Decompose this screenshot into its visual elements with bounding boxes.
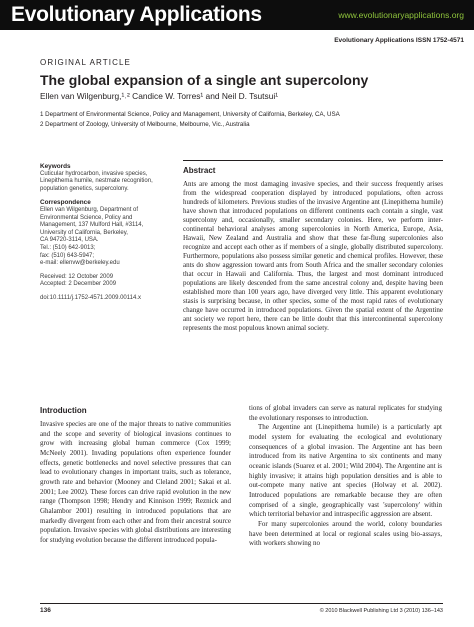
correspondence-line: University of California, Berkeley, [40,229,128,236]
body-paragraph: Invasive species are one of the major threats to native communities and the scope and severity of biological invasions continues to grow with increasing global human commerce (Cox 1999; McNeely 2001). Invading populations often experience founder effects, genetic bottlenecks and novel selective pressures that can lead to evolutionary changes in important traits, such as tolerance, growth rate and behavior (Mooney and Cleland 2001; Sakai et al. 2001; Lee 2002). These forces can drive rapid evolution in the new range (Thompson 1998; Hendry and Kinnison 1999; Reznick and Ghalambor 2001) resulting in introduced populations that are markedly divergent from each other and from their ancestral source population. Invasive species with global distributions are interesting for studying evolution because the different introduced popula- [40,420,231,544]
journal-issn: Evolutionary Applications ISSN 1752-4571 [334,37,464,44]
accepted-date: Accepted: 2 December 2009 [40,281,117,288]
journal-banner [0,0,474,30]
doi-block [40,295,178,303]
correspondence-line: Tel.: (510) 642-9013; [40,244,96,251]
keywords-line: Linepithema humile, nestmate recognition, [40,178,153,185]
introduction-heading: Introduction [40,406,87,415]
correspondence-line: CA 94720-3114, USA. [40,237,99,244]
page-number: 136 [40,607,51,614]
correspondence-line: fax: (510) 643-5947; [40,252,95,259]
copyright-notice: © 2010 Blackwell Publishing Ltd 3 (2010) 136–143 [319,608,443,614]
correspondence-line: Environmental Science, Policy and [40,214,133,221]
correspondence-line: Ellen van Wilgenburg, Department of [40,206,139,213]
correspondence-heading: Correspondence [40,199,91,207]
body-column-right [249,404,442,549]
received-date: Received: 12 October 2009 [40,273,114,280]
abstract-text: Ants are among the most damaging invasive species, and their success frequently arises from the widespread cooperation displayed by introduced populations, often across hundreds of kilometers. Previous studies of the invasive Argentine ant (Linepithema humile) have shown that introduced populations on different continents each contain a single, vast supercolony and, occasionally, smaller secondary colonies. Here, we perform inter-continental behavioral analyses among supercolonies in North America, Europe, Asia, Hawaii, New Zealand and Australia and show that these far-flung supercolonies also recognize and accept each other as if members of a single, globally distributed supercolony. Furthermore, populations also possess similar genetic and chemical profiles. However, these ants do show aggression toward ants from South Africa and the smaller secondary colonies that occur in Hawaii and California. Thus, the largest and most dominant introduced populations are likely descended from the same ancestral colony and, despite having been established more than 100 years ago, have diverged very little. This apparent evolutionary stasis is surprising because, in other species, some of the most rapid rates of evolutionary change have occurred in introduced populations. Given the spatial extent of the Argentine ant society we report here, there can be little doubt that this intercontinental supercolony represents the most populous known animal society. [183,180,443,332]
correspondence-email[interactable]: e-mail: ellenvw@berkeley.edu [40,260,120,267]
journal-url-link[interactable]: www.evolutionaryapplications.org [338,10,464,20]
keywords-heading: Keywords [40,163,71,170]
article-sidebar [40,163,178,309]
footer-divider [40,603,443,604]
dates-block [40,274,178,289]
body-column-left [40,420,231,546]
abstract-divider [183,160,443,161]
article-type: ORIGINAL ARTICLE [40,58,131,67]
body-paragraph: tions of global invaders can serve as natural replicates for studying the evolutionary responses to introduction. [249,404,442,422]
affiliation-2: 2 Department of Zoology, University of Melbourne, Melbourne, Vic., Australia [40,121,250,128]
correspondence-line: Management, 137 Mulford Hall, #3114, [40,222,144,229]
author-list: Ellen van Wilgenburg,¹˒² Candice W. Torres¹ and Neil D. Tsutsui¹ [40,91,278,101]
doi-link[interactable]: doi:10.1111/j.1752-4571.2009.00114.x [40,294,141,301]
keywords-line: Cuticular hydrocarbon, invasive species, [40,170,148,177]
keywords-block [40,163,178,193]
keywords-line: population genetics, supercolony. [40,185,129,192]
journal-name: Evolutionary Applications [11,3,262,26]
body-paragraph: For many supercolonies around the world, colony boundaries have been determined at local or regional scales using bio-assays, with workers showing no [249,519,442,548]
abstract-heading: Abstract [183,166,216,175]
article-title: The global expansion of a single ant supercolony [40,72,369,88]
body-paragraph: The Argentine ant (Linepithema humile) is a particularly apt model system for evaluating the ecological and evolutionary consequences of a global invasion. The Argentine ant has been introduced from its native Argentina to six continents and many oceanic islands (Suarez et al. 2001; Wild 2004). The Argentine ant is highly invasive; it attains high population densities and is able to out-compete many native ant species (Holway et al. 2002). Introduced populations are remarkable because they are often comprised of a single, geographically vast 'supercolony' within which territorial behavior and intraspecific aggression are absent. [249,423,442,519]
affiliation-1: 1 Department of Environmental Science, Policy and Management, University of California, Berkeley, CA, USA [40,111,340,118]
correspondence-block [40,199,178,267]
abstract-section [183,160,443,333]
